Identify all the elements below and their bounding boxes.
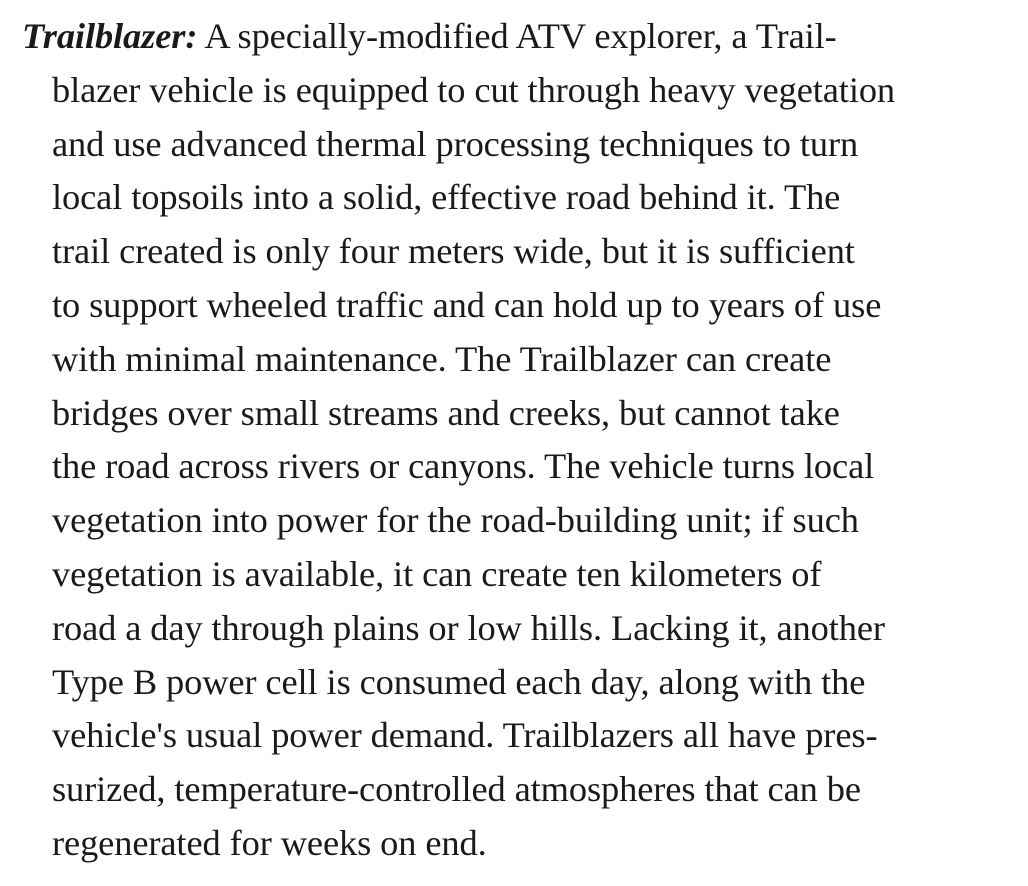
entry-line: bridges over small streams and creeks, but cannot take — [52, 392, 840, 433]
entry-line: vegetation into power for the road-building unit; if such — [52, 500, 859, 541]
entry-line: road a day through plains or low hills. Lacking it, another — [52, 607, 885, 648]
entry-line: blazer vehicle is equipped to cut through heavy vegetation — [52, 69, 896, 110]
entry-first-line — [22, 10, 1022, 64]
entry-line: surized, temperature-controlled atmospheres that can be — [52, 769, 861, 810]
entry-line: the road across rivers or canyons. The vehicle turns local — [52, 446, 875, 487]
trailblazer-entry — [22, 10, 1022, 871]
entry-term: Trailblazer: — [22, 16, 198, 56]
entry-first-line-text: A specially-modified ATV explorer, a Trail- — [197, 16, 837, 56]
entry-line: to support wheeled traffic and can hold up to years of use — [52, 284, 882, 325]
entry-line: vegetation is available, it can create ten kilometers of — [52, 553, 822, 594]
entry-line: trail created is only four meters wide, but it is sufficient — [52, 231, 855, 272]
entry-line: with minimal maintenance. The Trailblazer can create — [52, 338, 832, 379]
entry-line: local topsoils into a solid, effective road behind it. The — [52, 177, 841, 218]
entry-line: and use advanced thermal processing techniques to turn — [52, 123, 859, 164]
entry-line: Type B power cell is consumed each day, along with the — [52, 661, 866, 702]
entry-line: vehicle's usual power demand. Trailblazers all have pres- — [52, 715, 878, 756]
entry-line: regenerated for weeks on end. — [52, 822, 487, 863]
